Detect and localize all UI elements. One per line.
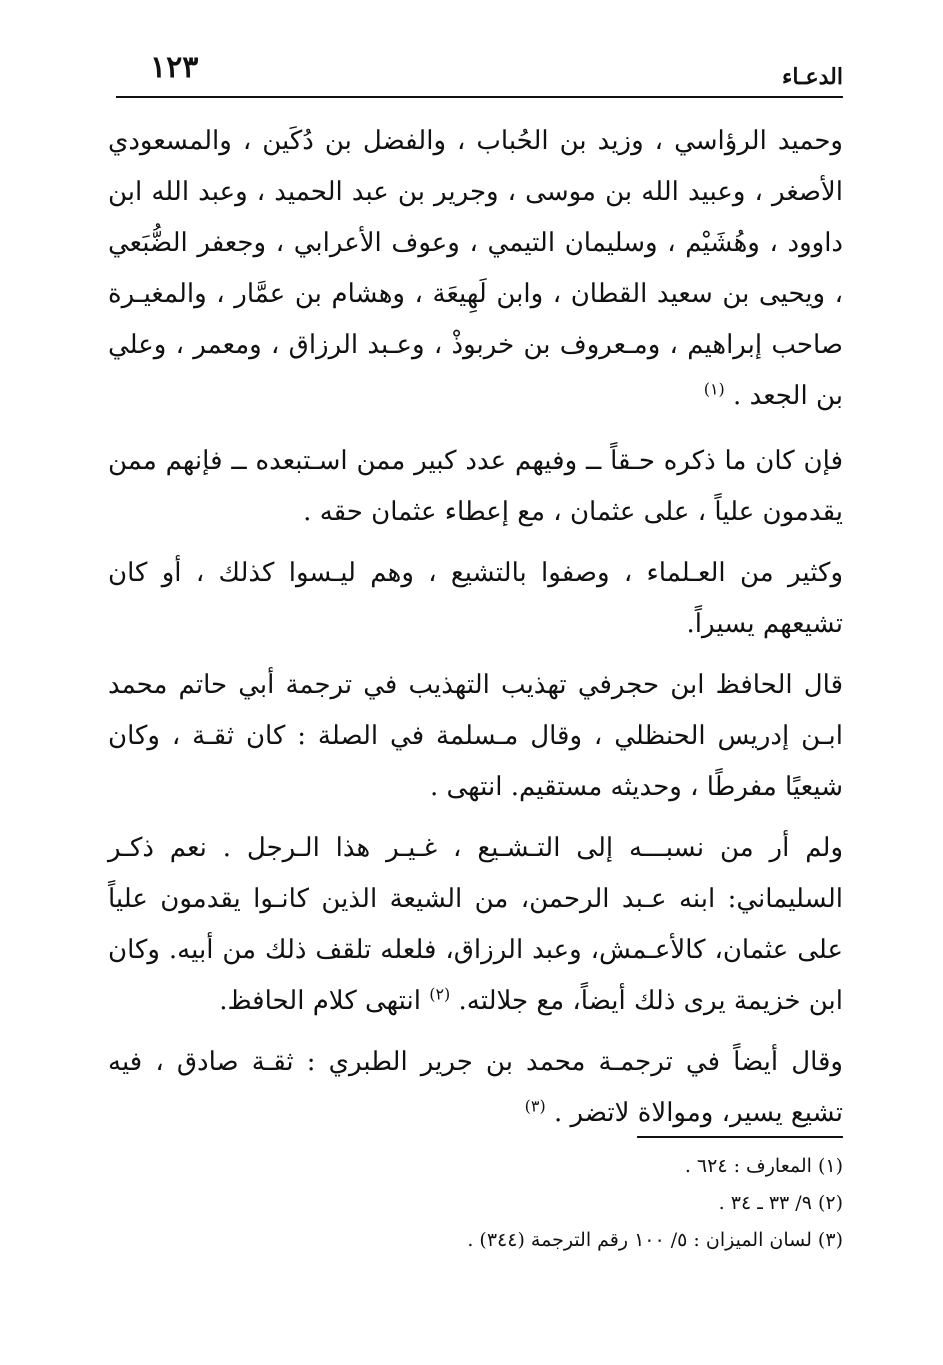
footnote-ref-1: (١) [703, 379, 725, 399]
paragraph-tabari [108, 1037, 843, 1139]
page-header [116, 50, 843, 98]
paragraph-text: وقال أيضاً في ترجمـة محمد بن جرير الطبري : ثقـة صادق ، فيه تشيع يسير، وموالاة لاتضر . [108, 1047, 843, 1128]
footnote-ref-2: (٢) [429, 984, 451, 1004]
paragraph-text: وكثير من العـلماء ، وصفوا بالتشيع ، وهم ليـسوا كذلك ، أو كان تشيعهم يسيراً. [108, 558, 843, 639]
footnotes-section [108, 1136, 843, 1259]
footnote-3: (٣) لسان الميزان : ٥/ ١٠٠ رقم الترجمة (٣٤٤) . [467, 1229, 843, 1251]
page-number: ١٢٣ [150, 50, 199, 85]
paragraph-sulaymani [108, 823, 843, 1027]
paragraph-text: وحميد الرؤاسي ، وزيد بن الحُباب ، والفضل بن دُكَين ، والمسعودي الأصغر ، وعبيد الله بن موسى ، وجرير بن عبد الحميد ، وعبد الله ابن داوود ، وهُشَيْم ، وسليمان التيمي ، وعوف الأعرابي ، وجعفر الضُّبَعي ، ويحيى بن سعيد القطان ، وابن لَهِيعَة ، وهشام بن عمَّار ، والمغيـرة صاحب إبراهيم ، ومـعروف بن خربوذْ ، وعـبد الرزاق ، ومعمر ، وعلي بن الجعد . [108, 126, 843, 411]
paragraph-text: فإن كان ما ذكره حـقاً ــ وفيهم عدد كبير ممن اسـتبعده ــ فإنهم ممن يقدمون علياً ، على عثمان ، مع إعطاء عثمان حقه . [108, 446, 843, 527]
footnote-2: (٢) ٩/ ٣٣ ـ ٣٤ . [718, 1192, 843, 1214]
paragraph-ibn-hajar [108, 660, 843, 813]
footnote-1: (١) المعارف : ٦٢٤ . [684, 1155, 843, 1177]
footnote-divider [637, 1136, 843, 1138]
paragraph-many-scholars [108, 548, 843, 650]
paragraph-text: قال الحافظ ابن حجرفي تهذيب التهذيب في ترجمة أبي حاتم محمد ابـن إدريس الحنظلي ، وقال مـسلمة في الصلة : كان ثقـة ، وكان شيعيًا مفرطًا ، وحديثه مستقيم. انتهى . [108, 670, 843, 802]
paragraph-if-true [108, 436, 843, 538]
footnote-ref-3: (٣) [524, 1096, 546, 1116]
paragraph-narrators-list [108, 116, 843, 422]
running-title: الدعـاء [782, 64, 843, 90]
paragraph-text: ولم أر من نسبـــه إلى التـشـيع ، غـيـر هذا الـرجل . نعم ذكـر السليماني: ابنه عـبد الرحمن، من الشيعة الذين كانـوا يقدمون علياً على عثمان، كالأعـمش، وعبد الرزاق، فلعله تلقف ذلك من أبيه. وكان ابن خزيمة يرى ذلك أيضاً، مع جلالته. [108, 833, 843, 1016]
main-text [108, 116, 843, 1149]
paragraph-tail: انتهى كلام الحافظ. [219, 986, 421, 1016]
